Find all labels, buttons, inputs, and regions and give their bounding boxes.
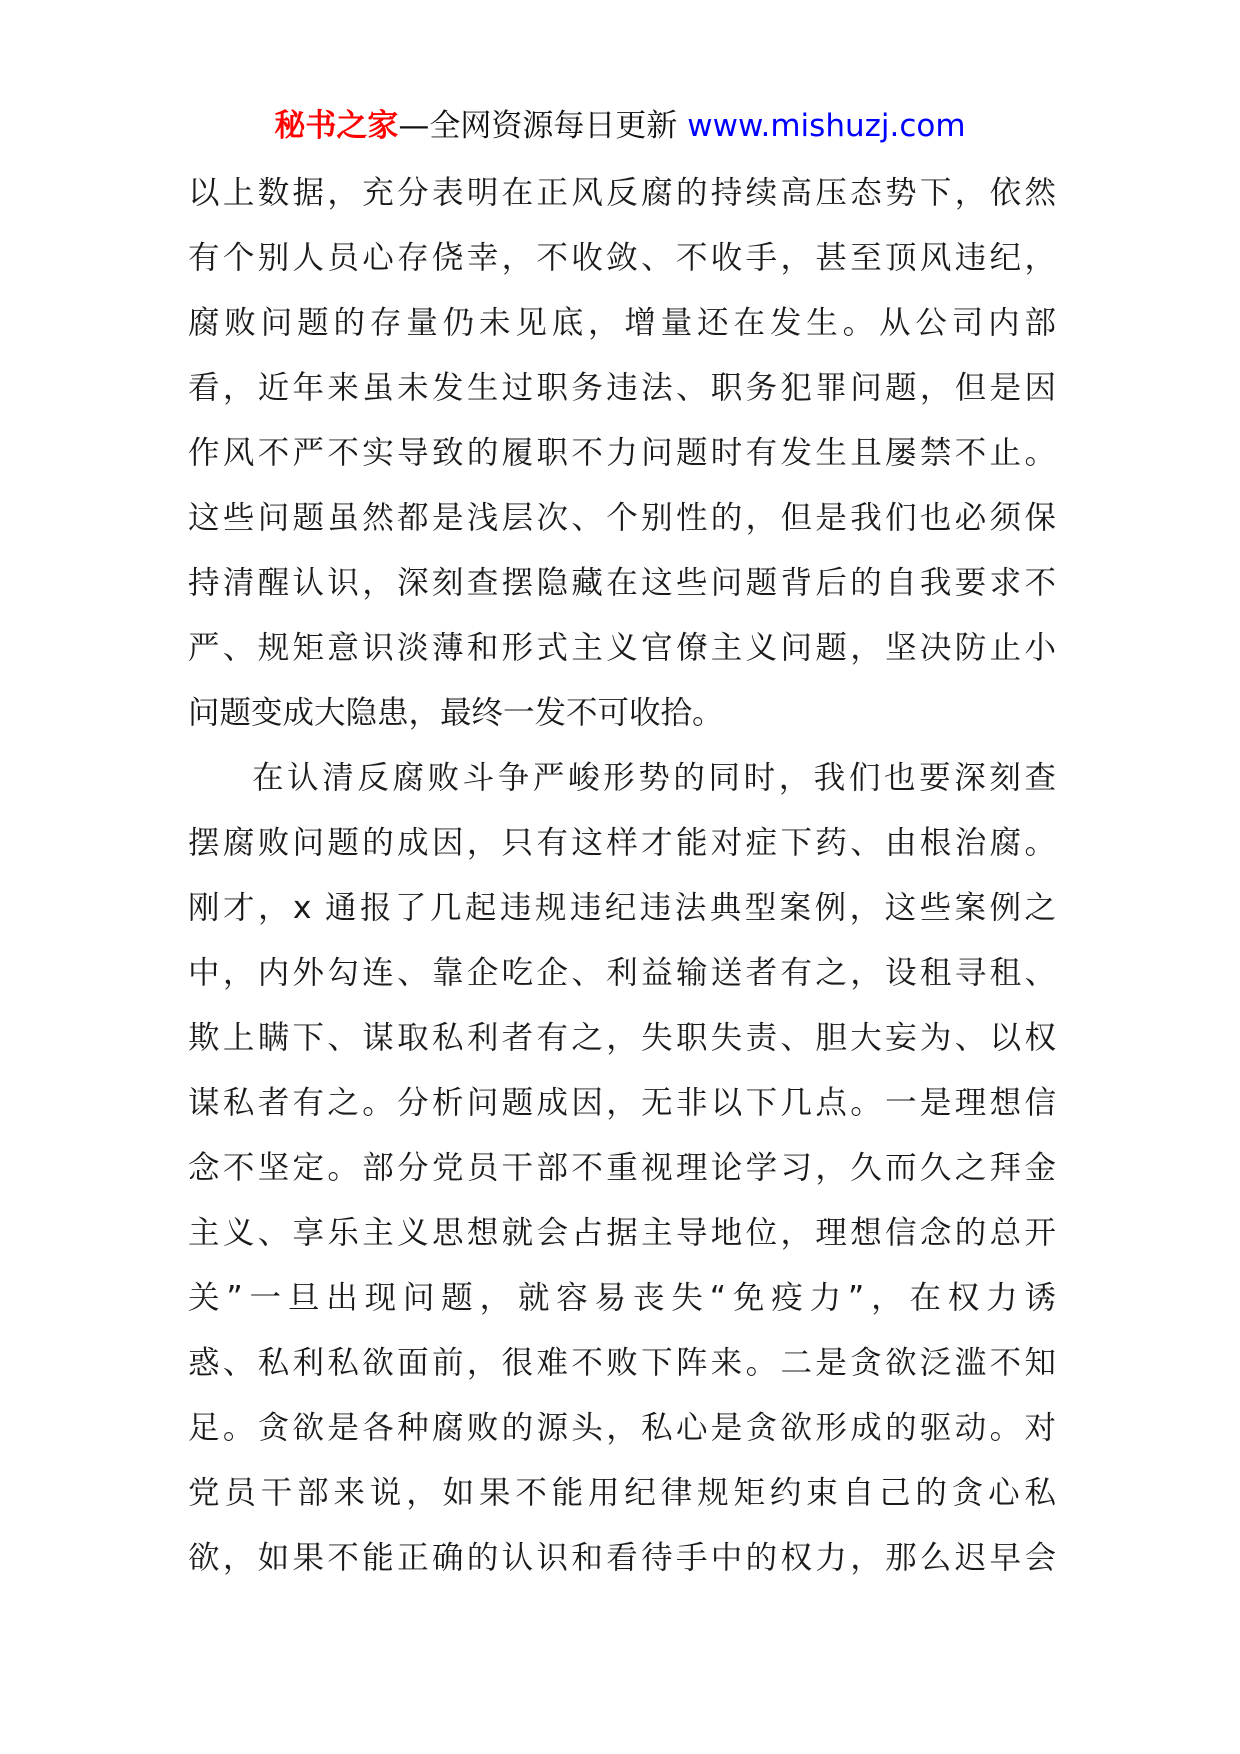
text-line: 以上数据，充分表明在正风反腐的持续高压态势下，依然 [188,175,1056,211]
text-line: 摆腐败问题的成因，只有这样才能对症下药、由根治腐。 [188,825,1056,861]
text-line: 欺上瞒下、谋取私利者有之，失职失责、胆大妄为、以权 [188,1020,1056,1056]
text-line: 问题变成大隐患，最终一发不可收拾。 [188,695,724,731]
text-line: 欲，如果不能正确的认识和看待手中的权力，那么迟早会 [188,1540,1056,1576]
text-line: 党员干部来说，如果不能用纪律规矩约束自己的贪心私 [188,1475,1056,1511]
text-line: 腐败问题的存量仍未见底，增量还在发生。从公司内部 [188,305,1056,341]
text-line: 在认清反腐败斗争严峻形势的同时，我们也要深刻查 [252,760,1056,796]
text-line: 惑、私利私欲面前，很难不败下阵来。二是贪欲泛滥不知 [188,1345,1056,1381]
header-url-link[interactable]: www.mishuzj.com [687,108,966,144]
text-line: 中，内外勾连、靠企吃企、利益输送者有之，设租寻租、 [188,955,1056,991]
text-line: 主义、享乐主义思想就会占据主导地位，理想信念的总开 [188,1215,1056,1251]
text-line: 念不坚定。部分党员干部不重视理论学习，久而久之拜金 [188,1150,1056,1186]
text-line: 关”一旦出现问题，就容易丧失“免疫力”，在权力诱 [188,1280,1056,1316]
paragraph-1 [188,161,1056,746]
text-line: 这些问题虽然都是浅层次、个别性的，但是我们也必须保 [188,500,1056,536]
text-line: 足。贪欲是各种腐败的源头，私心是贪欲形成的驱动。对 [188,1410,1056,1446]
document-body [188,161,1056,1591]
header-brand: 秘书之家 [274,108,399,144]
text-line: 持清醒认识，深刻查摆隐藏在这些问题背后的自我要求不 [188,565,1056,601]
text-line: 谋私者有之。分析问题成因，无非以下几点。一是理想信 [188,1085,1056,1121]
text-line: 看，近年来虽未发生过职务违法、职务犯罪问题，但是因 [188,370,1056,406]
text-line: 严、规矩意识淡薄和形式主义官僚主义问题，坚决防止小 [188,630,1056,666]
page-header [0,98,1240,154]
header-tagline: —全网资源每日更新 [398,108,688,144]
paragraph-2 [188,746,1056,1591]
text-line: 有个别人员心存侥幸，不收敛、不收手，甚至顶风违纪， [188,240,1056,276]
text-line: 作风不严不实导致的履职不力问题时有发生且屡禁不止。 [188,435,1056,471]
text-line: 刚才，x 通报了几起违规违纪违法典型案例，这些案例之 [188,890,1056,926]
